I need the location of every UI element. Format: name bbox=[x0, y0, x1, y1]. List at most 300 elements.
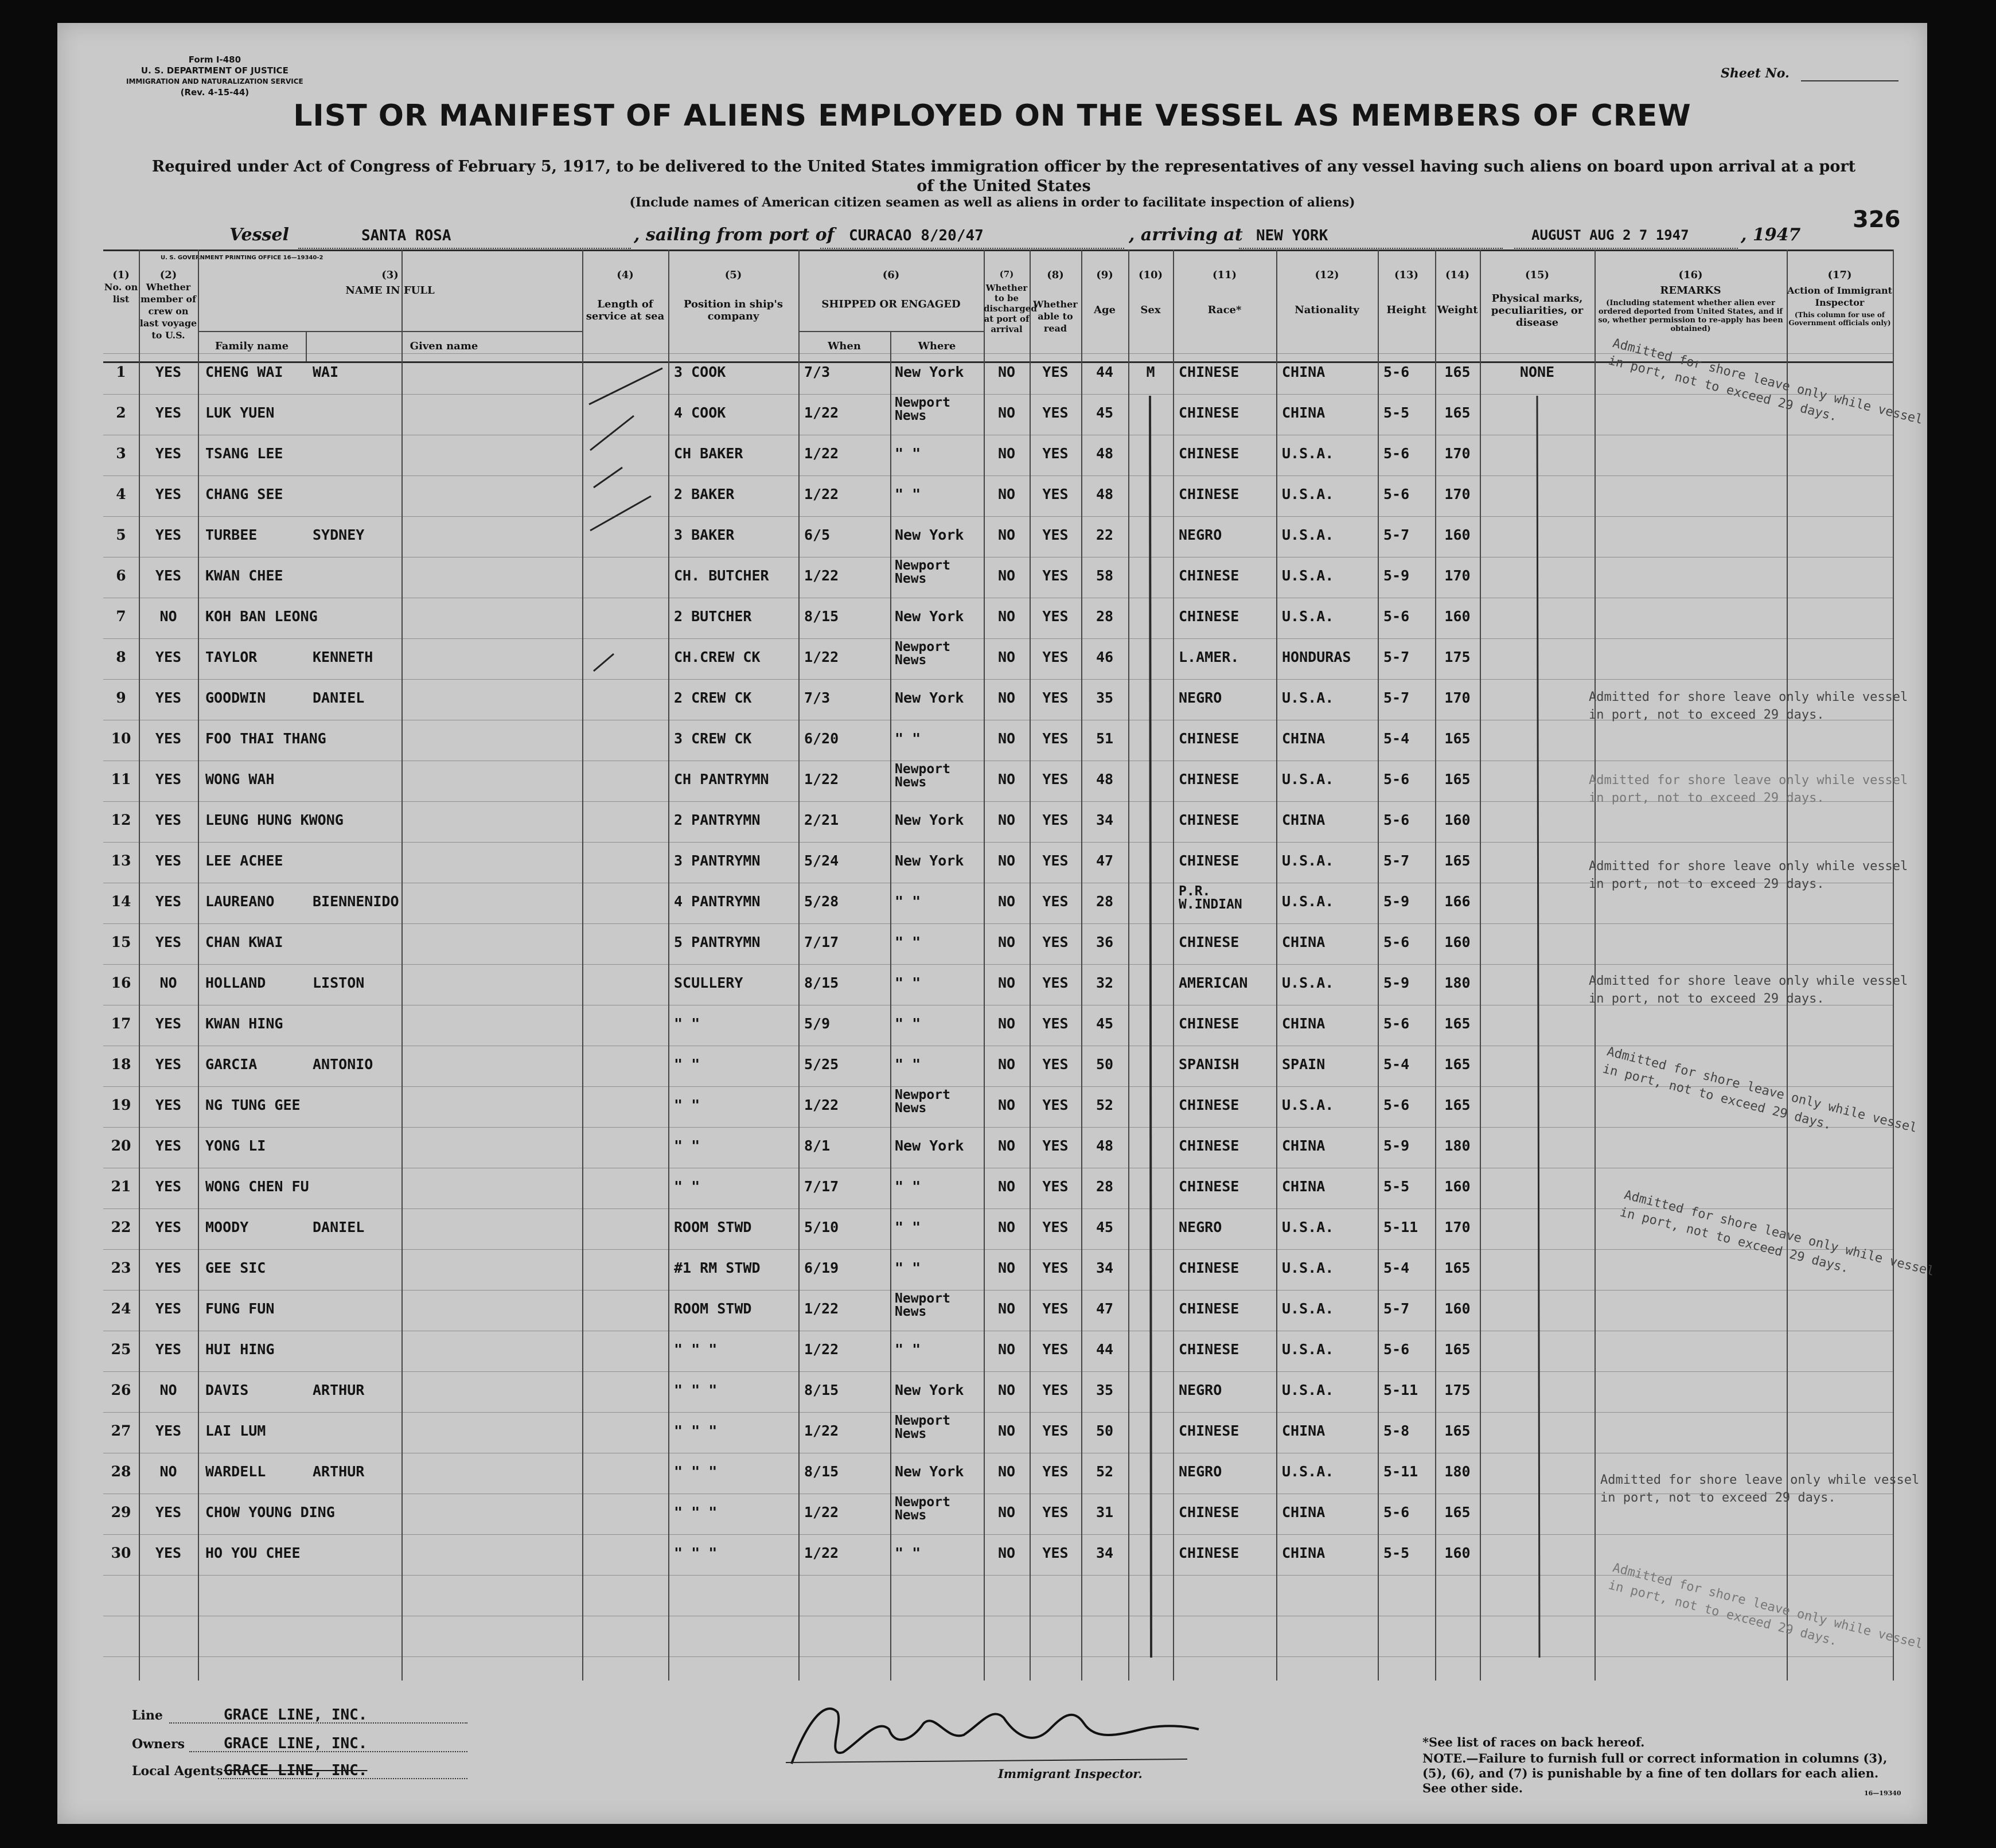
cell-family: GOODWIN bbox=[205, 689, 266, 706]
cell-where: New York bbox=[895, 1137, 964, 1154]
cell-discharged: NO bbox=[997, 1137, 1016, 1154]
cell-family: HUI HING bbox=[205, 1341, 275, 1358]
cell-when: 5/28 bbox=[804, 893, 839, 910]
cell-when: 6/19 bbox=[804, 1260, 839, 1276]
cell-discharged: NO bbox=[997, 445, 1016, 462]
cell-weight: 160 bbox=[1444, 1300, 1471, 1317]
cell-height: 5-6 bbox=[1383, 934, 1410, 950]
cell-prev: YES bbox=[155, 1422, 182, 1439]
cell-position: " " " bbox=[674, 1504, 718, 1520]
cell-nationality: CHINA bbox=[1282, 364, 1326, 380]
cell-prev: YES bbox=[155, 771, 182, 787]
cell-when: 8/1 bbox=[804, 1137, 831, 1154]
cell-age: 45 bbox=[1096, 404, 1114, 421]
line-value: GRACE LINE, INC. bbox=[224, 1706, 368, 1724]
cell-age: 47 bbox=[1096, 852, 1114, 869]
cell-where: " " bbox=[895, 1545, 921, 1561]
cell-nationality: SPAIN bbox=[1282, 1056, 1326, 1073]
cell-race: L.AMER. bbox=[1179, 649, 1239, 665]
col2-header: (2) Whether member of crew on last voyage to U.S. bbox=[139, 269, 197, 341]
cell-age: 28 bbox=[1096, 1178, 1114, 1195]
cell-position: " " " bbox=[674, 1463, 718, 1480]
cell-no: 16 bbox=[111, 974, 131, 991]
cell-height: 5-5 bbox=[1383, 1178, 1410, 1195]
cell-height: 5-6 bbox=[1383, 608, 1410, 625]
cell-discharged: NO bbox=[997, 1097, 1016, 1113]
department: U. S. DEPARTMENT OF JUSTICE bbox=[141, 65, 289, 76]
cell-discharged: NO bbox=[997, 567, 1016, 584]
cell-prev: NO bbox=[159, 1382, 177, 1398]
arriving-at: NEW YORK bbox=[1256, 227, 1328, 244]
cell-no: 4 bbox=[116, 486, 126, 502]
cell-no: 21 bbox=[111, 1178, 131, 1195]
cell-where: " " bbox=[895, 1056, 921, 1073]
cell-age: 50 bbox=[1096, 1422, 1114, 1439]
cell-read: YES bbox=[1042, 1097, 1069, 1113]
cell-no: 28 bbox=[111, 1463, 131, 1480]
cell-weight: 180 bbox=[1444, 974, 1471, 991]
cell-prev: NO bbox=[159, 1463, 177, 1480]
cell-nationality: U.S.A. bbox=[1282, 1260, 1334, 1276]
cell-nationality: U.S.A. bbox=[1282, 486, 1334, 502]
cell-race: NEGRO bbox=[1179, 527, 1222, 543]
cell-height: 5-4 bbox=[1383, 1056, 1410, 1073]
cell-prev: YES bbox=[155, 934, 182, 950]
cell-weight: 165 bbox=[1444, 364, 1471, 380]
cell-position: 2 BUTCHER bbox=[674, 608, 752, 625]
cell-prev: NO bbox=[159, 608, 177, 625]
cell-weight: 160 bbox=[1444, 608, 1471, 625]
cell-when: 5/9 bbox=[804, 1015, 831, 1032]
remarks-stamp: Admitted for shore leave only while vessel in port, not to exceed 29 days. bbox=[1589, 773, 1908, 805]
cell-race: CHINESE bbox=[1179, 771, 1239, 787]
cell-height: 5-4 bbox=[1383, 1260, 1410, 1276]
cell-weight: 165 bbox=[1444, 1097, 1471, 1113]
cell-weight: 165 bbox=[1444, 1504, 1471, 1520]
cell-position: CH.CREW CK bbox=[674, 649, 761, 665]
cell-height: 5-9 bbox=[1383, 974, 1410, 991]
cell-read: YES bbox=[1042, 364, 1069, 380]
sheet-no-line bbox=[1801, 80, 1898, 81]
cell-nationality: CHINA bbox=[1282, 1015, 1326, 1032]
cell-read: YES bbox=[1042, 608, 1069, 625]
cell-position: CH. BUTCHER bbox=[674, 567, 769, 584]
cell-nationality: U.S.A. bbox=[1282, 852, 1334, 869]
cell-discharged: NO bbox=[997, 364, 1016, 380]
cell-family: FOO THAI THANG bbox=[205, 730, 326, 747]
cell-given: ARTHUR bbox=[313, 1382, 365, 1398]
cell-prev: YES bbox=[155, 649, 182, 665]
cell-weight: 165 bbox=[1444, 1341, 1471, 1358]
cell-where: Newport News bbox=[895, 1087, 950, 1116]
cell-prev: YES bbox=[155, 1056, 182, 1073]
cell-read: YES bbox=[1042, 1422, 1069, 1439]
cell-prev: YES bbox=[155, 404, 182, 421]
line-label: Line bbox=[132, 1708, 163, 1723]
cell-prev: YES bbox=[155, 852, 182, 869]
cell-no: 6 bbox=[116, 567, 126, 584]
inspector-signature bbox=[774, 1695, 1210, 1775]
col9-header: (9) Age bbox=[1093, 269, 1116, 316]
cell-nationality: U.S.A. bbox=[1282, 608, 1334, 625]
vessel-label: Vessel bbox=[229, 225, 289, 245]
cell-where: Newport News bbox=[895, 558, 950, 586]
cell-family: GEE SIC bbox=[205, 1260, 266, 1276]
agents-value: GRACE LINE, INC. bbox=[224, 1762, 368, 1779]
cell-read: YES bbox=[1042, 649, 1069, 665]
cell-height: 5-5 bbox=[1383, 404, 1410, 421]
cell-when: 1/22 bbox=[804, 404, 839, 421]
cell-height: 5-6 bbox=[1383, 486, 1410, 502]
cell-prev: YES bbox=[155, 1504, 182, 1520]
cell-weight: 170 bbox=[1444, 1219, 1471, 1235]
cell-discharged: NO bbox=[997, 974, 1016, 991]
cell-weight: 165 bbox=[1444, 771, 1471, 787]
cell-where: Newport News bbox=[895, 1413, 950, 1441]
cell-weight: 175 bbox=[1444, 649, 1471, 665]
cell-family: HOLLAND bbox=[205, 974, 266, 991]
cell-no: 26 bbox=[111, 1382, 131, 1398]
cell-height: 5-11 bbox=[1383, 1382, 1418, 1398]
cell-read: YES bbox=[1042, 812, 1069, 828]
printer-imprint: U. S. GOVERNMENT PRINTING OFFICE 16—19340-2 bbox=[161, 255, 323, 261]
cell-age: 34 bbox=[1096, 1260, 1114, 1276]
cell-position: 3 BAKER bbox=[674, 527, 735, 543]
col7-header: (7) Whether to be discharged at port of arrival bbox=[984, 269, 1037, 334]
cell-nationality: HONDURAS bbox=[1282, 649, 1351, 665]
cell-age: 58 bbox=[1096, 567, 1114, 584]
cell-position: 3 COOK bbox=[674, 364, 726, 380]
cell-where: " " bbox=[895, 893, 921, 910]
arrival-year: , 1947 bbox=[1741, 225, 1801, 245]
cell-family: KOH BAN LEONG bbox=[205, 608, 318, 625]
cell-given: DANIEL bbox=[313, 689, 365, 706]
col3-given-header: Given name bbox=[410, 340, 478, 352]
cell-nationality: U.S.A. bbox=[1282, 1219, 1334, 1235]
cell-height: 5-9 bbox=[1383, 1137, 1410, 1154]
cell-read: YES bbox=[1042, 404, 1069, 421]
col1-header: (1) No. on list bbox=[104, 269, 138, 305]
cell-race: NEGRO bbox=[1179, 1382, 1222, 1398]
cell-prev: YES bbox=[155, 567, 182, 584]
cell-age: 28 bbox=[1096, 608, 1114, 625]
cell-position: " " " bbox=[674, 1341, 718, 1358]
cell-prev: YES bbox=[155, 1015, 182, 1032]
sailing-label: , sailing from port of bbox=[634, 225, 835, 245]
cell-when: 1/22 bbox=[804, 649, 839, 665]
cell-height: 5-11 bbox=[1383, 1463, 1418, 1480]
cell-no: 1 bbox=[116, 364, 126, 380]
cell-weight: 160 bbox=[1444, 527, 1471, 543]
cell-discharged: NO bbox=[997, 771, 1016, 787]
cell-no: 9 bbox=[116, 689, 126, 706]
cell-race: CHINESE bbox=[1179, 608, 1239, 625]
cell-weight: 165 bbox=[1444, 1015, 1471, 1032]
remarks-stamp: Admitted for shore leave only while vessel in port, not to exceed 29 days. bbox=[1607, 1561, 1924, 1652]
col16-header: (16) REMARKS (Including statement whether alien ever ordered deported from United States, and if so, whether permission to re-apply has been obtained) bbox=[1598, 269, 1783, 333]
cell-when: 7/3 bbox=[804, 689, 831, 706]
cell-discharged: NO bbox=[997, 527, 1016, 543]
revision: (Rev. 4-15-44) bbox=[180, 87, 250, 98]
cell-family: CHANG SEE bbox=[205, 486, 283, 502]
col11-header: (11) Race* bbox=[1207, 269, 1242, 316]
cell-no: 3 bbox=[116, 445, 126, 462]
cell-no: 27 bbox=[111, 1422, 131, 1439]
cell-read: YES bbox=[1042, 1504, 1069, 1520]
cell-prev: YES bbox=[155, 486, 182, 502]
cell-height: 5-7 bbox=[1383, 649, 1410, 665]
cell-discharged: NO bbox=[997, 486, 1016, 502]
cell-age: 51 bbox=[1096, 730, 1114, 747]
cell-family: KWAN HING bbox=[205, 1015, 283, 1032]
cell-discharged: NO bbox=[997, 608, 1016, 625]
cell-weight: 160 bbox=[1444, 1178, 1471, 1195]
cell-no: 11 bbox=[111, 771, 131, 787]
cell-nationality: U.S.A. bbox=[1282, 527, 1334, 543]
cell-age: 44 bbox=[1096, 1341, 1114, 1358]
cell-read: YES bbox=[1042, 934, 1069, 950]
cell-read: YES bbox=[1042, 1300, 1069, 1317]
col3-family-header: Family name bbox=[215, 340, 289, 352]
cell-race: CHINESE bbox=[1179, 934, 1239, 950]
cell-when: 7/17 bbox=[804, 934, 839, 950]
cell-nationality: U.S.A. bbox=[1282, 1300, 1334, 1317]
cell-no: 5 bbox=[116, 527, 126, 543]
cell-weight: 160 bbox=[1444, 812, 1471, 828]
cell-age: 35 bbox=[1096, 689, 1114, 706]
cell-weight: 170 bbox=[1444, 689, 1471, 706]
cell-family: CHAN KWAI bbox=[205, 934, 283, 950]
cell-when: 1/22 bbox=[804, 445, 839, 462]
cell-read: YES bbox=[1042, 730, 1069, 747]
cell-where: New York bbox=[895, 364, 964, 380]
sailing-from: CURACAO 8/20/47 bbox=[849, 227, 984, 244]
cell-family: GARCIA bbox=[205, 1056, 258, 1073]
cell-discharged: NO bbox=[997, 852, 1016, 869]
cell-nationality: U.S.A. bbox=[1282, 1463, 1334, 1480]
cell-family: LAUREANO bbox=[205, 893, 275, 910]
crew-table bbox=[103, 249, 1936, 1681]
service-slash-marks bbox=[582, 361, 668, 1681]
cell-position: CH BAKER bbox=[674, 445, 743, 462]
cell-discharged: NO bbox=[997, 730, 1016, 747]
cell-nationality: CHINA bbox=[1282, 1422, 1326, 1439]
remarks-stamp: Admitted for shore leave only while vessel in port, not to exceed 29 days. bbox=[1601, 1044, 1919, 1136]
cell-read: YES bbox=[1042, 1056, 1069, 1073]
cell-family: WONG CHEN FU bbox=[205, 1178, 309, 1195]
vessel-name: SANTA ROSA bbox=[361, 227, 451, 244]
cell-height: 5-8 bbox=[1383, 1422, 1410, 1439]
cell-height: 5-6 bbox=[1383, 445, 1410, 462]
cell-discharged: NO bbox=[997, 1260, 1016, 1276]
cell-where: " " bbox=[895, 934, 921, 950]
cell-when: 8/15 bbox=[804, 608, 839, 625]
cell-marks: NONE bbox=[1519, 364, 1555, 380]
cell-age: 45 bbox=[1096, 1015, 1114, 1032]
cell-nationality: CHINA bbox=[1282, 934, 1326, 950]
cell-family: TAYLOR bbox=[205, 649, 258, 665]
remarks-stamp: Admitted for shore leave only while vessel in port, not to exceed 29 days. bbox=[1607, 336, 1924, 427]
cell-when: 8/15 bbox=[804, 1463, 839, 1480]
cell-when: 5/10 bbox=[804, 1219, 839, 1235]
cell-race: CHINESE bbox=[1179, 1137, 1239, 1154]
cell-height: 5-6 bbox=[1383, 812, 1410, 828]
cell-no: 25 bbox=[111, 1341, 131, 1358]
arriving-label: , arriving at bbox=[1129, 225, 1243, 245]
cell-weight: 165 bbox=[1444, 1260, 1471, 1276]
cell-prev: YES bbox=[155, 1178, 182, 1195]
cell-given: LISTON bbox=[313, 974, 365, 991]
col4-header: (4) Length of service at sea bbox=[586, 269, 665, 322]
cell-family: CHOW YOUNG DING bbox=[205, 1504, 335, 1520]
cell-discharged: NO bbox=[997, 649, 1016, 665]
cell-no: 20 bbox=[111, 1137, 131, 1154]
cell-age: 28 bbox=[1096, 893, 1114, 910]
cell-no: 2 bbox=[116, 404, 126, 421]
cell-weight: 170 bbox=[1444, 445, 1471, 462]
cell-position: CH PANTRYMN bbox=[674, 771, 769, 787]
cell-nationality: U.S.A. bbox=[1282, 445, 1334, 462]
cell-discharged: NO bbox=[997, 893, 1016, 910]
cell-position: #1 RM STWD bbox=[674, 1260, 761, 1276]
cell-when: 1/22 bbox=[804, 567, 839, 584]
cell-family: KWAN CHEE bbox=[205, 567, 283, 584]
cell-race: CHINESE bbox=[1179, 1097, 1239, 1113]
cell-prev: YES bbox=[155, 445, 182, 462]
cell-nationality: CHINA bbox=[1282, 1504, 1326, 1520]
cell-where: New York bbox=[895, 1382, 964, 1398]
cell-height: 5-7 bbox=[1383, 527, 1410, 543]
cell-discharged: NO bbox=[997, 1300, 1016, 1317]
cell-given: KENNETH bbox=[313, 649, 373, 665]
cell-read: YES bbox=[1042, 445, 1069, 462]
cell-age: 36 bbox=[1096, 934, 1114, 950]
cell-position: " " bbox=[674, 1178, 700, 1195]
cell-race: CHINESE bbox=[1179, 445, 1239, 462]
cell-where: New York bbox=[895, 527, 964, 543]
cell-weight: 166 bbox=[1444, 893, 1471, 910]
cell-discharged: NO bbox=[997, 1341, 1016, 1358]
cell-age: 46 bbox=[1096, 649, 1114, 665]
cell-nationality: U.S.A. bbox=[1282, 1097, 1334, 1113]
cell-prev: YES bbox=[155, 1260, 182, 1276]
cell-where: " " bbox=[895, 1260, 921, 1276]
cell-race: CHINESE bbox=[1179, 1545, 1239, 1561]
cell-where: Newport News bbox=[895, 762, 950, 790]
cell-age: 34 bbox=[1096, 1545, 1114, 1561]
cell-weight: 160 bbox=[1444, 1545, 1471, 1561]
cell-no: 24 bbox=[111, 1300, 131, 1317]
cell-position: ROOM STWD bbox=[674, 1300, 752, 1317]
cell-age: 34 bbox=[1096, 812, 1114, 828]
cell-family: FUNG FUN bbox=[205, 1300, 275, 1317]
cell-discharged: NO bbox=[997, 689, 1016, 706]
cell-where: Newport News bbox=[895, 395, 950, 423]
cell-prev: YES bbox=[155, 1219, 182, 1235]
cell-read: YES bbox=[1042, 1463, 1069, 1480]
cell-prev: YES bbox=[155, 364, 182, 380]
cell-when: 1/22 bbox=[804, 771, 839, 787]
cell-when: 6/5 bbox=[804, 527, 831, 543]
cell-family: MOODY bbox=[205, 1219, 249, 1235]
cell-where: " " bbox=[895, 974, 921, 991]
col14-header: (14) Weight bbox=[1437, 269, 1478, 316]
cell-given: WAI bbox=[313, 364, 339, 380]
cell-race: AMERICAN bbox=[1179, 974, 1248, 991]
cell-race: CHINESE bbox=[1179, 486, 1239, 502]
cell-where: New York bbox=[895, 852, 964, 869]
cell-race: CHINESE bbox=[1179, 1178, 1239, 1195]
col17-header: (17) Action of Immigrant Inspector (This column for use of Government officials only) bbox=[1787, 269, 1893, 327]
cell-nationality: CHINA bbox=[1282, 1137, 1326, 1154]
col8-header: (8) Whether able to read bbox=[1033, 269, 1078, 334]
cell-race: CHINESE bbox=[1179, 812, 1239, 828]
cell-no: 23 bbox=[111, 1260, 131, 1276]
cell-race: CHINESE bbox=[1179, 404, 1239, 421]
cell-discharged: NO bbox=[997, 1219, 1016, 1235]
cell-family: HO YOU CHEE bbox=[205, 1545, 301, 1561]
col10-header: (10) Sex bbox=[1138, 269, 1163, 316]
cell-weight: 165 bbox=[1444, 1056, 1471, 1073]
cell-when: 1/22 bbox=[804, 1422, 839, 1439]
cell-weight: 180 bbox=[1444, 1463, 1471, 1480]
cell-no: 8 bbox=[116, 649, 126, 665]
cell-discharged: NO bbox=[997, 934, 1016, 950]
cell-when: 1/22 bbox=[804, 1545, 839, 1561]
cell-race: CHINESE bbox=[1179, 1504, 1239, 1520]
cell-nationality: U.S.A. bbox=[1282, 974, 1334, 991]
cell-read: YES bbox=[1042, 974, 1069, 991]
cell-nationality: U.S.A. bbox=[1282, 1341, 1334, 1358]
cell-no: 10 bbox=[111, 730, 131, 747]
page-number: 326 bbox=[1853, 206, 1901, 233]
marks-ditto-line bbox=[1480, 361, 1595, 1681]
owners-label: Owners bbox=[132, 1737, 185, 1752]
cell-nationality: U.S.A. bbox=[1282, 893, 1334, 910]
penalty-note: NOTE.—Failure to furnish full or correct information in columns (3), (5), (6), and (7) is punishable by a fine of ten dollars for each alien. See other side. bbox=[1422, 1751, 1888, 1795]
cell-nationality: CHINA bbox=[1282, 812, 1326, 828]
cell-age: 22 bbox=[1096, 527, 1114, 543]
cell-prev: YES bbox=[155, 689, 182, 706]
cell-weight: 175 bbox=[1444, 1382, 1471, 1398]
cell-no: 17 bbox=[111, 1015, 131, 1032]
cell-when: 1/22 bbox=[804, 1097, 839, 1113]
print-code: 16—19340 bbox=[1864, 1789, 1901, 1797]
cell-where: " " bbox=[895, 1341, 921, 1358]
cell-race: NEGRO bbox=[1179, 689, 1222, 706]
cell-position: 2 BAKER bbox=[674, 486, 735, 502]
cell-where: New York bbox=[895, 689, 964, 706]
cell-no: 29 bbox=[111, 1504, 131, 1520]
cell-given: ARTHUR bbox=[313, 1463, 365, 1480]
cell-age: 52 bbox=[1096, 1463, 1114, 1480]
cell-when: 1/22 bbox=[804, 1504, 839, 1520]
cell-no: 15 bbox=[111, 934, 131, 950]
col5-header: (5) Position in ship's company bbox=[683, 269, 783, 322]
cell-prev: YES bbox=[155, 730, 182, 747]
form-header-block bbox=[126, 54, 303, 98]
cell-given: BIENNENIDO bbox=[313, 893, 399, 910]
cell-read: YES bbox=[1042, 689, 1069, 706]
cell-prev: YES bbox=[155, 1545, 182, 1561]
cell-height: 5-6 bbox=[1383, 1504, 1410, 1520]
cell-race: CHINESE bbox=[1179, 1300, 1239, 1317]
cell-family: CHENG WAI bbox=[205, 364, 283, 380]
cell-age: 32 bbox=[1096, 974, 1114, 991]
cell-height: 5-6 bbox=[1383, 1341, 1410, 1358]
cell-prev: YES bbox=[155, 1300, 182, 1317]
cell-position: " " bbox=[674, 1137, 700, 1154]
